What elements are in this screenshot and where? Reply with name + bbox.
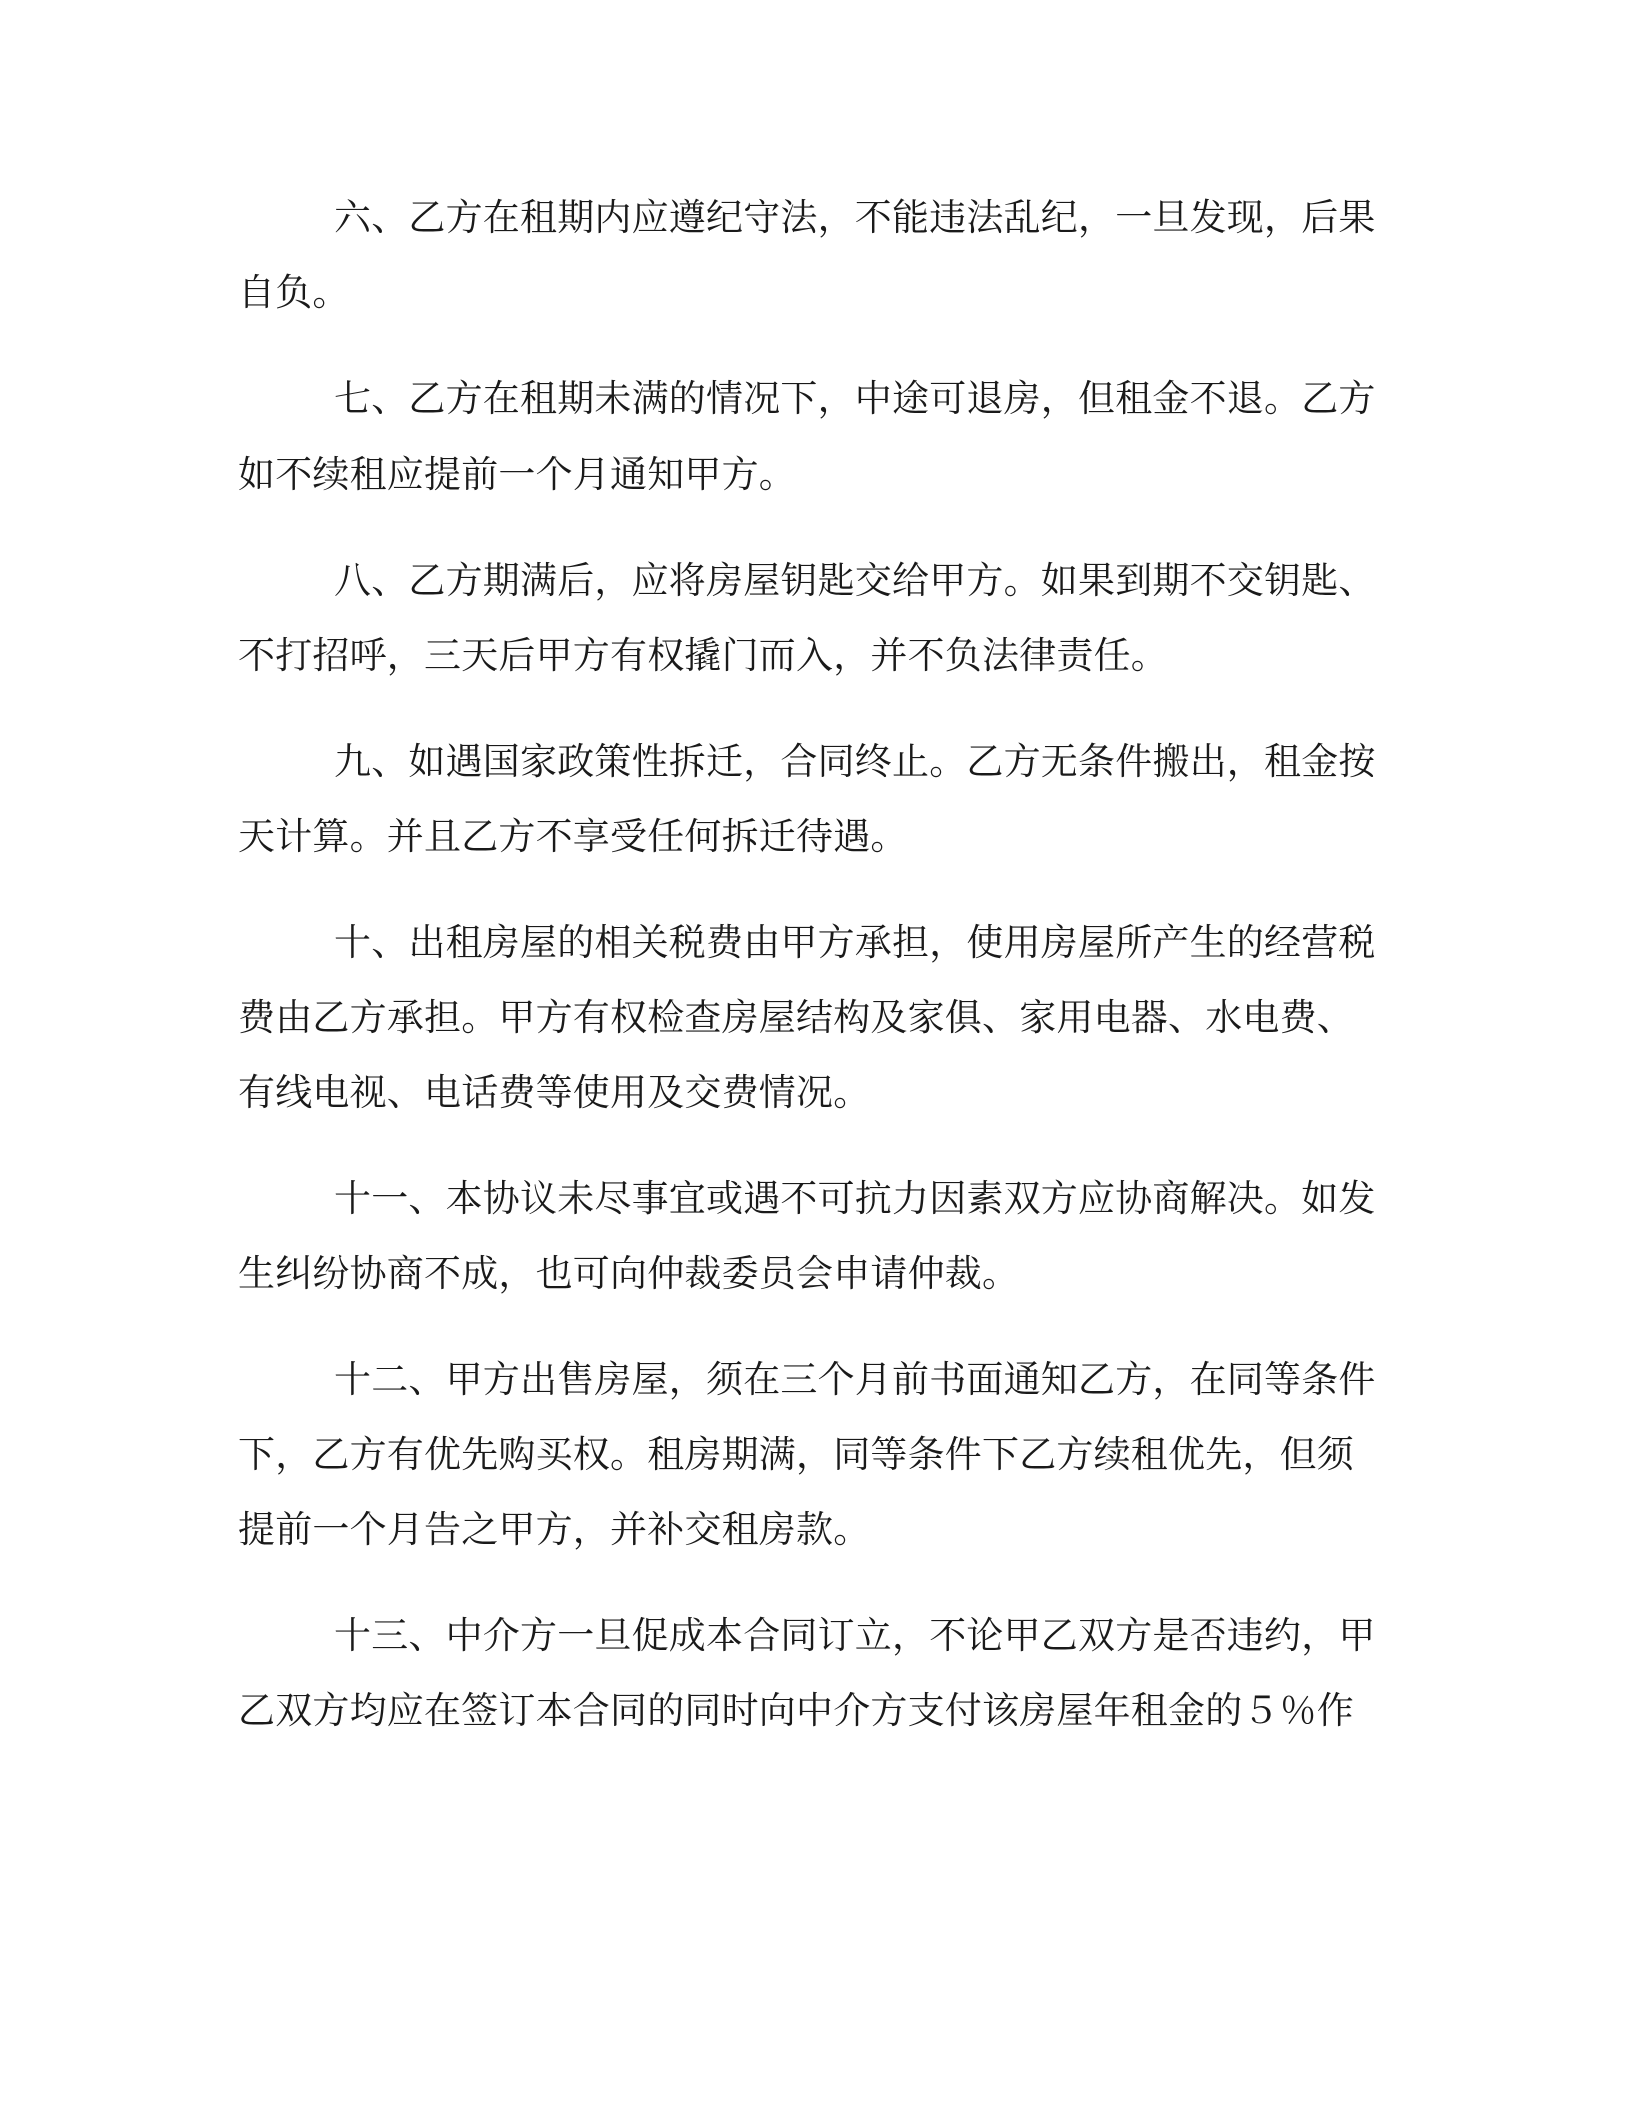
clause-10-line-2: 费由乙方承担。甲方有权检查房屋结构及家俱、家用电器、水电费、	[238, 996, 1354, 1039]
clause-6-line-1: 六、乙方在租期内应遵纪守法，不能违法乱纪，一旦发现，后果	[334, 196, 1376, 239]
clause-11-line-1: 十一、本协议未尽事宜或遇不可抗力因素双方应协商解决。如发	[334, 1177, 1376, 1220]
clause-12-line-2: 下，乙方有优先购买权。租房期满，同等条件下乙方续租优先，但须	[238, 1433, 1354, 1476]
clause-7-line-2: 如不续租应提前一个月通知甲方。	[238, 453, 796, 496]
clause-6-line-2: 自负。	[238, 271, 350, 314]
clause-13-line-2: 乙双方均应在签订本合同的同时向中介方支付该房屋年租金的５％作	[238, 1689, 1354, 1732]
clause-10-line-1: 十、出租房屋的相关税费由甲方承担，使用房屋所产生的经营税	[334, 921, 1376, 964]
clause-8-line-1: 八、乙方期满后，应将房屋钥匙交给甲方。如果到期不交钥匙、	[334, 559, 1376, 602]
clause-9-line-1: 九、如遇国家政策性拆迁，合同终止。乙方无条件搬出，租金按	[334, 740, 1376, 783]
clause-12-line-3: 提前一个月告之甲方，并补交租房款。	[238, 1508, 871, 1551]
clause-11-line-2: 生纠纷协商不成，也可向仲裁委员会申请仲裁。	[238, 1252, 1020, 1295]
clause-9-line-2: 天计算。并且乙方不享受任何拆迁待遇。	[238, 815, 908, 858]
clause-10-line-3: 有线电视、电话费等使用及交费情况。	[238, 1071, 871, 1114]
clause-8-line-2: 不打招呼，三天后甲方有权撬门而入，并不负法律责任。	[238, 634, 1168, 677]
clause-12-line-1: 十二、甲方出售房屋，须在三个月前书面通知乙方，在同等条件	[334, 1358, 1376, 1401]
clause-7-line-1: 七、乙方在租期未满的情况下，中途可退房，但租金不退。乙方	[334, 377, 1376, 420]
clause-13-line-1: 十三、中介方一旦促成本合同订立，不论甲乙双方是否违约，甲	[334, 1614, 1376, 1657]
